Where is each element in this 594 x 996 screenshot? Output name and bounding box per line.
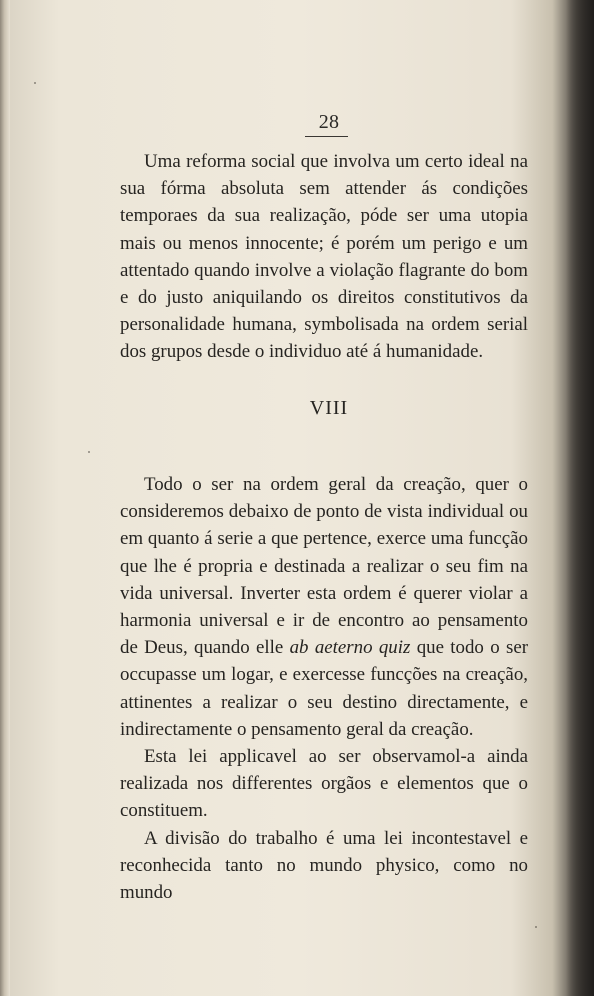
page-number-rule	[305, 136, 348, 137]
opening-paragraph-block	[120, 148, 528, 366]
paper-speck	[34, 82, 36, 84]
paragraph-todo-o-ser-end: que todo o ser occupasse um logar, e exercesse funcções na creação, attinentes a realizar o seu destino directamente, e indirectamente o pensamento geral da creação.	[120, 637, 529, 740]
latin-phrase: ab aeterno quiz	[289, 637, 411, 659]
paragraph-todo-o-ser	[120, 471, 528, 743]
paragraph-todo-o-ser-start: Todo o ser na ordem geral da creação, quer o consideremos debaixo de ponto de vista individual ou em quanto á serie a que pertence, exerce uma funcção que lhe é propria e destinada a realizar o seu fim na vida universal. Inverter esta ordem é querer violar a harmonia universal e ir de encontro ao pensamento de Deus, quando elle	[120, 474, 528, 659]
paragraph-reforma-social: Uma reforma social que involva um certo ideal na sua fórma absoluta sem attender ás condições temporaes da sua realização, póde ser uma utopia mais ou menos innocente; é porém um perigo e um attentado quando involve a violação flagrante do bom e do justo aniquilando os direitos constitutivos da personalidade humana, symbolisada na ordem serial dos grupos desde o individuo até á humanidade.	[120, 151, 528, 363]
paper-speck	[88, 451, 90, 453]
book-gutter-shadow	[566, 0, 594, 996]
page-number: 28	[318, 111, 340, 133]
section-viii-body	[120, 471, 528, 906]
paragraph-esta-lei: Esta lei applicavel ao ser observamol-a ainda realizada nos differentes orgãos e elementos que o constituem.	[120, 746, 528, 822]
paragraph-divisao-trabalho: A divisão do trabalho é uma lei incontestavel e reconhecida tanto no mundo physico, como no mundo	[120, 827, 528, 904]
page-left-edge	[0, 0, 10, 996]
section-heading: VIII	[309, 397, 349, 419]
paper-speck	[535, 926, 537, 928]
